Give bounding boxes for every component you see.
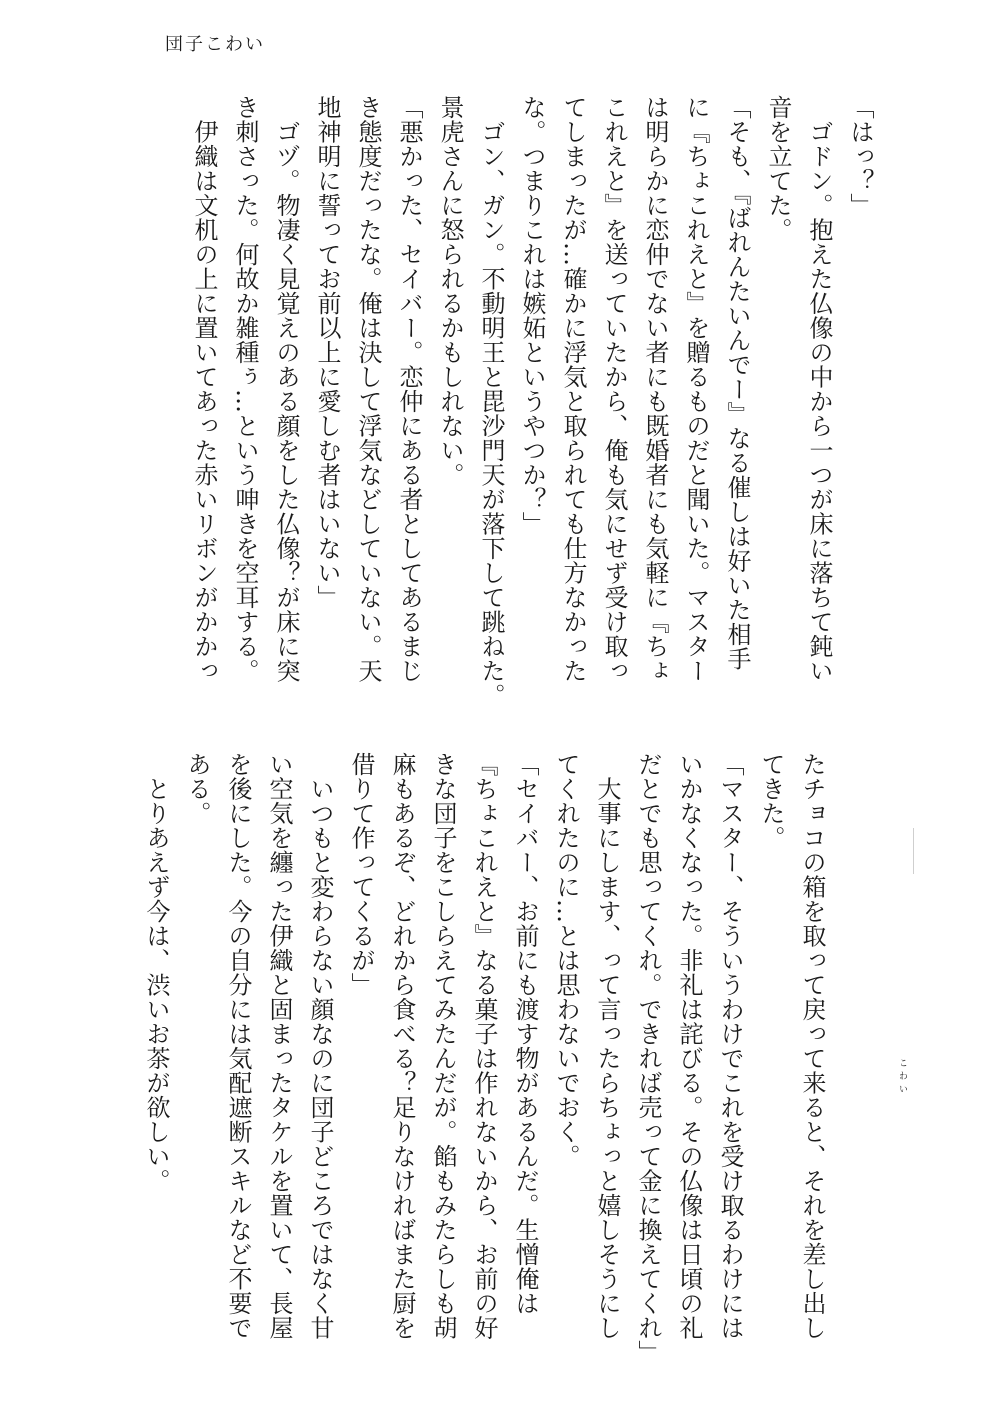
ruby-annotation: こわい xyxy=(897,1058,907,1097)
text-line: てくれたのに…とは思わないでおく。 xyxy=(552,752,580,1169)
text-line: いつもと変わらない顔なのに団子どころではなく甘 xyxy=(306,752,334,1340)
text-line: とりあえず今は、渋いお茶が欲しい。 xyxy=(142,752,170,1193)
text-line: だとでも思ってくれ。できれば売って金に換えてくれ」 xyxy=(634,752,662,1365)
text-line: これえと』を送っていたから、俺も気にせず受け取っ xyxy=(600,95,628,683)
text-line: を後にした。今の自分には気配遮断スキルなど不要で xyxy=(224,752,252,1340)
text-line: いかなくなった。非礼は詫びる。その仏像は日頃の礼 xyxy=(675,752,703,1340)
edge-mark xyxy=(913,828,914,874)
text-line: ゴヅ。物凄く見覚えのある顔をした仏像？が床に突 xyxy=(272,95,300,683)
text-line: 「セイバー、お前にも渡す物があるんだ。生憎俺は xyxy=(511,752,539,1316)
text-line: 伊織は文机の上に置いてあった赤いリボンがかかっ xyxy=(190,95,218,683)
text-line: ある。 xyxy=(183,752,211,826)
text-line: てきた。 xyxy=(757,752,785,850)
text-line: に『ちょこれえと』を贈るものだと聞いた。マスター xyxy=(682,95,710,683)
text-line: 「マスター、そういうわけでこれを受け取るわけには xyxy=(716,752,744,1340)
text-line: き刺さった。何故か雑種ぅ…という呻きを空耳する。 xyxy=(231,95,259,683)
running-header: 団子こわい xyxy=(165,34,265,55)
text-line: ゴドン。抱えた仏像の中から一つが床に落ちて鈍い xyxy=(805,95,833,683)
upper-text-block xyxy=(183,95,880,708)
text-line: い空気を纏った伊織と固まったタケルを置いて、長屋 xyxy=(265,752,293,1340)
text-line: は明らかに恋仲でない者にも既婚者にも気軽に『ちょ xyxy=(641,95,669,683)
text-line: 大事にします、って言ったらちょっと嬉しそうにし xyxy=(593,752,621,1340)
text-line: 「そも、『ばれんたいんでー』なる催しは好いた相手 xyxy=(723,95,751,671)
lower-text-block xyxy=(135,752,832,1365)
text-line: 麻もあるぞ、どれから食べる？足りなければまた厨を xyxy=(388,752,416,1340)
text-line: ゴン、ガン。不動明王と毘沙門天が落下して跳ねた。 xyxy=(477,95,505,708)
text-line: 景虎さんに怒られるかもしれない。 xyxy=(436,95,464,487)
text-line: 音を立てた。 xyxy=(764,95,792,242)
text-line: 「はっ？」 xyxy=(846,95,874,218)
text-line: 『ちょこれえと』なる菓子は作れないから、お前の好 xyxy=(470,752,498,1340)
text-line: きな団子をこしらえてみたんだが。餡もみたらしも胡 xyxy=(429,752,457,1340)
text-line: 借りて作ってくるが」 xyxy=(347,752,375,997)
text-line: てしまったが…確かに浮気と取られても仕方なかった xyxy=(559,95,587,683)
text-line: 「悪かった、セイバー。恋仲にある者としてあるまじ xyxy=(395,95,423,683)
text-line: たチョコの箱を取って戻って来ると、それを差し出し xyxy=(798,752,826,1340)
text-line: き態度だったな。俺は決して浮気などしていない。天 xyxy=(354,95,382,683)
text-line: な。つまりこれは嫉妬というやつか？」 xyxy=(518,95,546,536)
text-line: 地神明に誓ってお前以上に愛しむ者はいない」 xyxy=(313,95,341,610)
